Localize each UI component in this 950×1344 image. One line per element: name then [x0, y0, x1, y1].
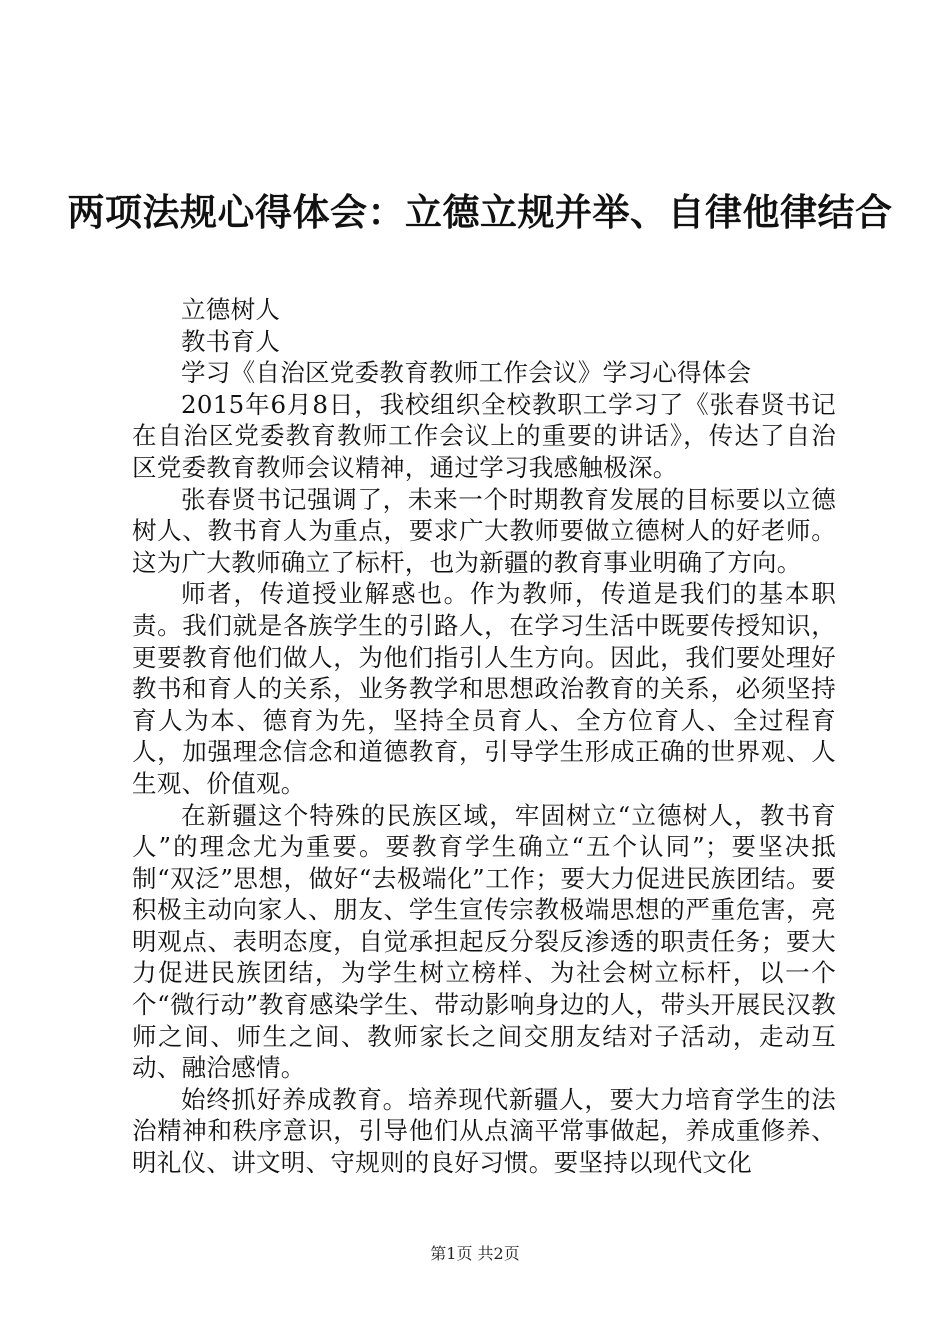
page-footer: 第1页 共2页 — [430, 1244, 520, 1263]
short-line: 立德树人 — [181, 295, 281, 324]
document-title: 两项法规心得体会：立德立规并举、自律他律结合 — [67, 190, 893, 234]
subtitle-line: 学习《自治区党委教育教师工作会议》学习心得体会 — [181, 358, 752, 388]
document-body — [132, 294, 836, 1179]
paragraph: 张春贤书记强调了，未来一个时期教育发展的目标要以立德树人、教书育人为重点，要求广大教师要做立德树人的好老师。这为广大教师确立了标杆，也为新疆的教育事业明确了方向。 — [132, 484, 836, 577]
paragraph: 始终抓好养成教育。培养现代新疆人，要大力培育学生的法治精神和秩序意识，引导他们从点滴平常事做起，养成重修养、明礼仪、讲文明、守规则的良好习惯。要坚持以现代文化 — [132, 1084, 836, 1178]
paragraph: 师者，传道授业解惑也。作为教师，传道是我们的基本职责。我们就是各族学生的引路人，在学习生活中既要传授知识，更要教育他们做人，为他们指引人生方向。因此，我们要处理好教书和育人的关系，业务教学和思想政治教育的关系，必须坚持育人为本、德育为先，坚持全员育人、全方位育人、全过程育人，加强理念信念和道德教育，引导学生形成正确的世界观、人生观、价值观。 — [132, 579, 836, 798]
short-line: 教书育人 — [181, 326, 281, 356]
paragraph: 2015年6月8日，我校组织全校教职工学习了《张春贤书记在自治区党委教育教师工作会议上的重要的讲话》，传达了自治区党委教育教师会议精神，通过学习我感触极深。 — [132, 389, 836, 482]
paragraph: 在新疆这个特殊的民族区域，牢固树立“立德树人，教书育人”的理念尤为重要。要教育学生确立“五个认同”；要坚决抵制“双泛”思想，做好“去极端化”工作；要大力促进民族团结。要积极主动向家人、朋友、学生宣传宗教极端思想的严重危害，亮明观点、表明态度，自觉承担起反分裂反渗透的职责任务；要大力促进民族团结，为学生树立榜样、为社会树立标杆，以一个个“微行动”教育感染学生、带动影响身边的人，带头开展民汉教师之间、师生之间、教师家长之间交朋友结对子活动，走动互动、融洽感情。 — [132, 800, 836, 1083]
